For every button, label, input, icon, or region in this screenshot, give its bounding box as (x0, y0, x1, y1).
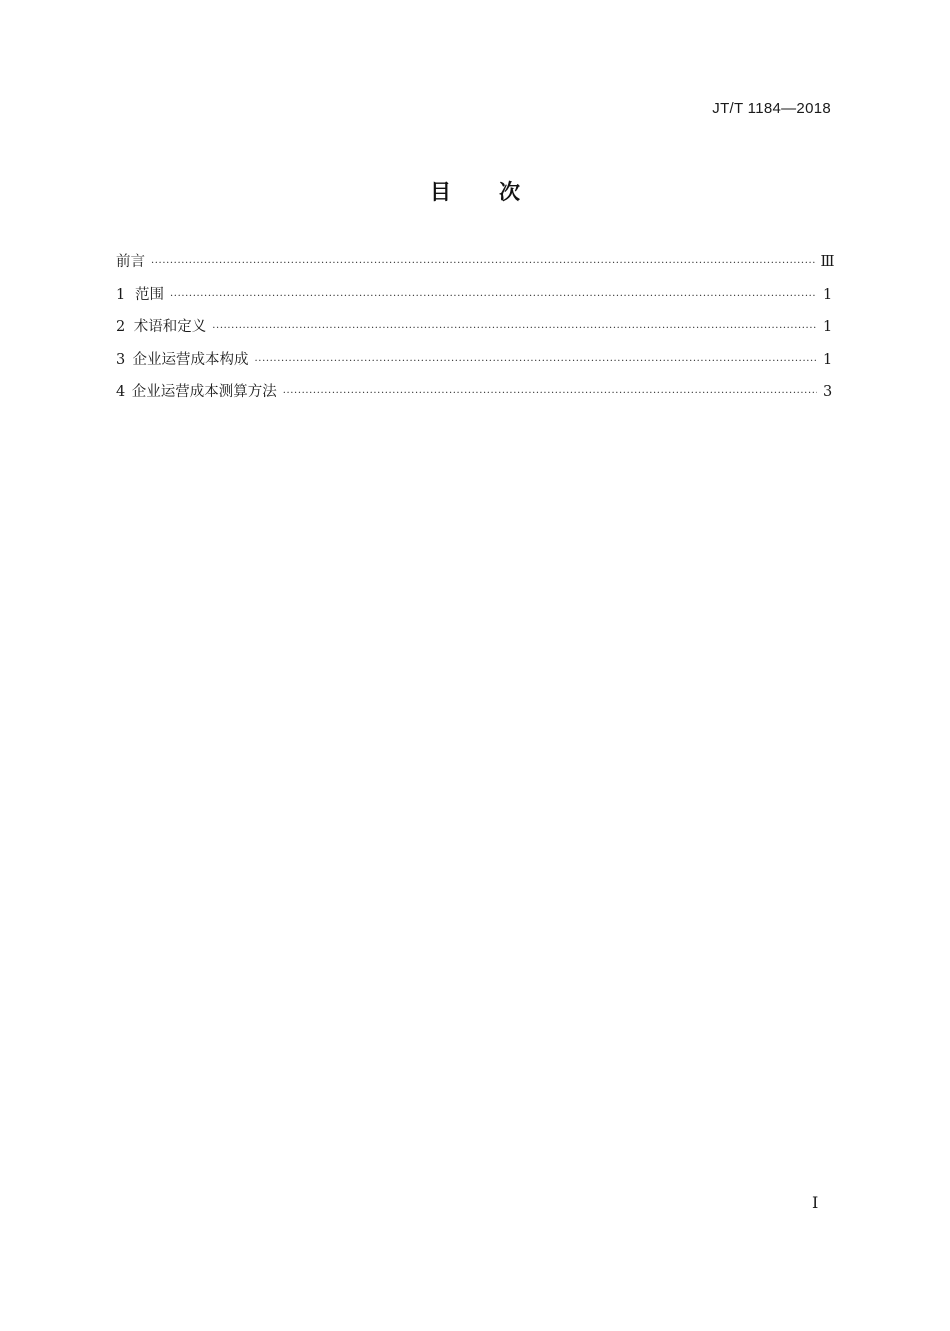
toc-entry-number: 4 (116, 384, 126, 401)
toc-entry-page: 3 (823, 384, 833, 401)
toc-entry-page: 1 (823, 286, 833, 303)
page-number: Ⅰ (812, 1193, 819, 1212)
toc-entry-label: 企业运营成本测算方法 (131, 384, 277, 401)
toc-dot-leader (151, 253, 815, 275)
toc-entry-page: Ⅲ (820, 254, 835, 270)
toc-entry-number: 1 (116, 286, 126, 303)
toc-dot-leader (212, 318, 817, 340)
toc-entry-label: 企业运营成本构成 (132, 351, 249, 368)
page-title: 目次 (430, 180, 568, 204)
table-of-contents (116, 251, 835, 414)
toc-entry-4[interactable] (116, 381, 831, 414)
toc-entry-1[interactable] (116, 284, 831, 317)
toc-dot-leader (283, 383, 817, 405)
toc-dot-leader (170, 286, 817, 308)
standard-code: JT/T 1184—2018 (712, 100, 831, 117)
toc-entry-label: 术语和定义 (133, 319, 207, 336)
toc-entry-page: 1 (823, 319, 833, 336)
toc-dot-leader (255, 351, 817, 373)
toc-entry-label: 前言 (116, 254, 145, 270)
toc-entry-label: 范围 (135, 286, 165, 303)
toc-entry-page: 1 (823, 351, 833, 368)
toc-entry-2[interactable] (116, 316, 831, 349)
toc-entry-preface[interactable] (116, 251, 835, 284)
toc-entry-number: 3 (116, 351, 126, 368)
toc-entry-3[interactable] (116, 349, 831, 382)
toc-entry-number: 2 (116, 319, 126, 336)
